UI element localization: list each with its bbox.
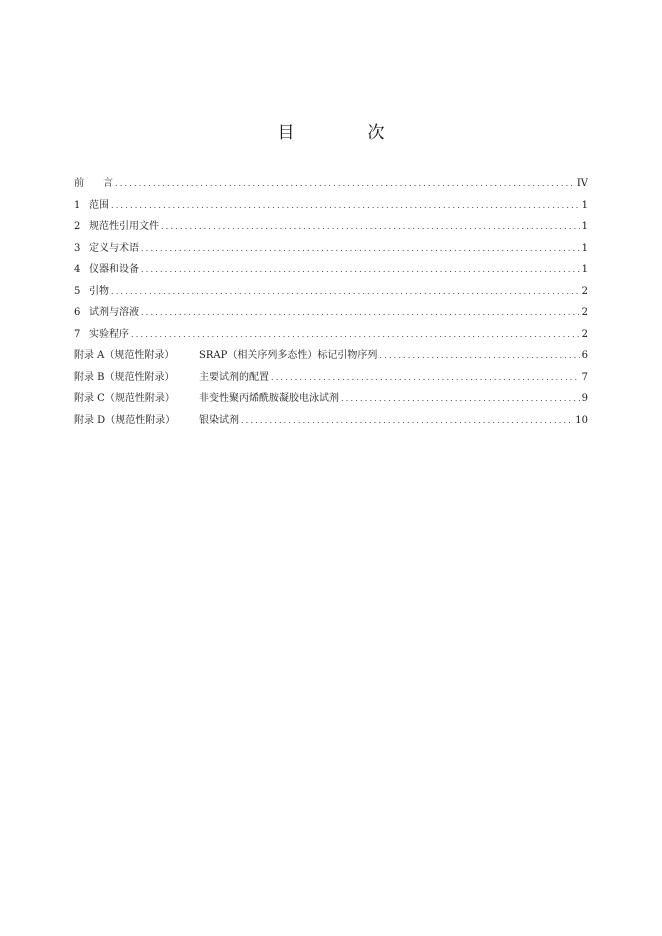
toc-entry-foreword[interactable] xyxy=(74,173,588,195)
toc-entry-title: 规范性引用文件 xyxy=(89,221,159,232)
dot-leader xyxy=(141,302,580,324)
toc-entry-page: 10 xyxy=(575,414,588,426)
appendix-title: 主要试剂的配置 xyxy=(199,371,269,383)
toc-entry-3[interactable] xyxy=(74,238,588,260)
table-of-contents xyxy=(74,173,588,431)
dot-leader xyxy=(115,173,575,195)
toc-entry-page: 1 xyxy=(581,199,588,211)
dot-leader xyxy=(141,259,580,281)
appendix-label: 附录 A（规范性附录） xyxy=(74,350,175,361)
toc-title: 目 次 xyxy=(277,123,413,143)
toc-entry-number: 5 xyxy=(74,285,81,297)
toc-entry-7[interactable] xyxy=(74,324,588,346)
dot-leader xyxy=(341,388,580,410)
appendix-title: 银染试剂 xyxy=(199,414,239,426)
toc-entry-page: 1 xyxy=(581,264,588,275)
dot-leader xyxy=(111,281,580,303)
toc-entry-title: 言 xyxy=(103,178,113,189)
toc-entry-number: 3 xyxy=(74,242,81,254)
dot-leader xyxy=(131,324,580,346)
appendix-label: 附录 B（规范性附录） xyxy=(74,371,175,383)
toc-entry-title: 范围 xyxy=(89,199,109,211)
toc-entry-title: 引物 xyxy=(89,285,109,297)
toc-entry-page: 9 xyxy=(581,393,588,404)
toc-entry-6[interactable] xyxy=(74,302,588,324)
toc-entry-page: 2 xyxy=(581,328,588,340)
toc-entry-4[interactable] xyxy=(74,259,588,281)
toc-entry-title: 仪器和设备 xyxy=(89,264,139,275)
toc-entry-5[interactable] xyxy=(74,281,588,303)
dot-leader xyxy=(111,195,580,217)
toc-appendix-d[interactable] xyxy=(74,410,588,432)
toc-entry-page: 2 xyxy=(581,285,588,297)
toc-entry-page: 7 xyxy=(581,371,588,383)
toc-entry-number: 7 xyxy=(74,328,81,340)
dot-leader xyxy=(241,410,573,432)
toc-entry-1[interactable] xyxy=(74,195,588,217)
dot-leader xyxy=(379,345,579,367)
dot-leader xyxy=(161,216,580,238)
toc-entry-page: 1 xyxy=(581,242,588,254)
toc-entry-number: 2 xyxy=(74,221,81,232)
appendix-label: 附录 D（规范性附录） xyxy=(74,414,176,426)
appendix-title: 非变性聚丙烯酰胺凝胶电泳试剂 xyxy=(199,393,339,404)
toc-entry-number: 4 xyxy=(74,264,81,275)
toc-entry-number: 6 xyxy=(74,307,81,318)
appendix-label: 附录 C（规范性附录） xyxy=(74,393,175,404)
toc-appendix-b[interactable] xyxy=(74,367,588,389)
toc-entry-page: 6 xyxy=(581,350,588,361)
dot-leader xyxy=(141,238,580,260)
toc-entry-page: IV xyxy=(576,178,588,189)
toc-appendix-c[interactable] xyxy=(74,388,588,410)
dot-leader xyxy=(271,367,580,389)
toc-appendix-a[interactable] xyxy=(74,345,588,367)
toc-entry-title: 试剂与溶液 xyxy=(89,307,139,318)
toc-entry-page: 1 xyxy=(581,221,588,232)
toc-entry-number: 1 xyxy=(74,199,81,211)
toc-entry-number: 前 xyxy=(74,178,84,189)
appendix-title: SRAP（相关序列多态性）标记引物序列 xyxy=(199,350,378,361)
toc-entry-title: 实验程序 xyxy=(89,328,129,340)
toc-entry-page: 2 xyxy=(581,307,588,318)
toc-entry-2[interactable] xyxy=(74,216,588,238)
toc-entry-title: 定义与术语 xyxy=(89,242,139,254)
